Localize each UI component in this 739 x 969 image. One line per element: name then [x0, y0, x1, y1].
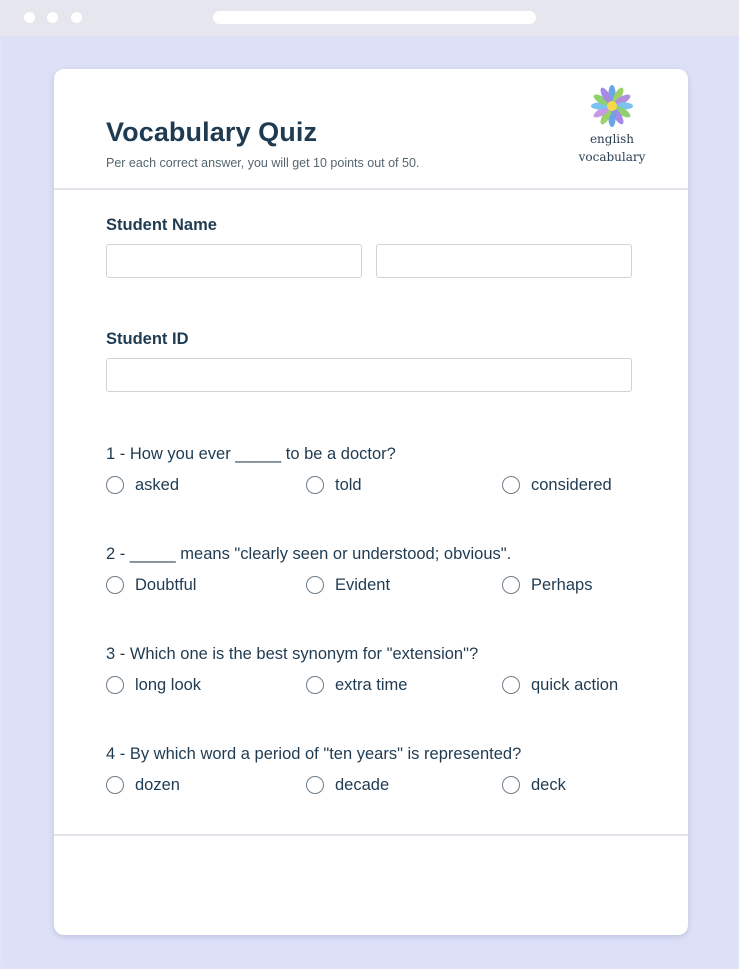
option-label: Evident — [335, 575, 391, 594]
form-footer — [54, 836, 688, 935]
option-label: Doubtful — [135, 575, 197, 594]
q1-option-1[interactable] — [106, 473, 179, 497]
option-label: considered — [531, 475, 612, 494]
student-last-name-input[interactable] — [376, 244, 632, 278]
quiz-form-card — [54, 69, 688, 935]
radio-unchecked-icon[interactable] — [306, 476, 324, 494]
radio-unchecked-icon[interactable] — [502, 676, 520, 694]
option-label: decade — [335, 775, 390, 794]
q4-option-3[interactable] — [502, 773, 566, 797]
address-bar[interactable] — [213, 11, 536, 24]
radio-unchecked-icon[interactable] — [502, 476, 520, 494]
q4-option-1[interactable] — [106, 773, 180, 797]
radio-unchecked-icon[interactable] — [306, 576, 324, 594]
radio-unchecked-icon[interactable] — [106, 476, 124, 494]
radio-unchecked-icon[interactable] — [502, 776, 520, 794]
q3-option-3[interactable] — [502, 673, 618, 697]
q3-option-1[interactable] — [106, 673, 201, 697]
window-close-dot[interactable] — [24, 12, 35, 23]
radio-unchecked-icon[interactable] — [106, 776, 124, 794]
option-label: quick action — [531, 675, 619, 694]
q2-option-3[interactable] — [502, 573, 592, 597]
option-label: long look — [135, 675, 202, 694]
logo-line-2: vocabulary — [578, 150, 646, 164]
question-1-text: 1 - How you ever _____ to be a doctor? — [106, 445, 396, 463]
question-2-text: 2 - _____ means "clearly seen or understood; obvious". — [106, 545, 512, 563]
question-4-text: 4 - By which word a period of "ten years" is represented? — [106, 745, 522, 763]
student-id-input[interactable] — [106, 358, 632, 392]
q3-option-2[interactable] — [306, 673, 407, 697]
form-subtitle: Per each correct answer, you will get 10 points out of 50. — [106, 156, 420, 170]
q1-option-2[interactable] — [306, 473, 362, 497]
radio-unchecked-icon[interactable] — [106, 676, 124, 694]
question-3-text: 3 - Which one is the best synonym for "extension"? — [106, 645, 479, 663]
logo-line-1: english — [589, 132, 635, 146]
student-id-label: Student ID — [106, 330, 189, 348]
student-name-label: Student Name — [106, 216, 217, 234]
window-maximize-dot[interactable] — [71, 12, 82, 23]
english-vocabulary-logo — [572, 83, 652, 173]
option-label: deck — [531, 775, 566, 794]
radio-unchecked-icon[interactable] — [502, 576, 520, 594]
radio-unchecked-icon[interactable] — [106, 576, 124, 594]
logo-wordmark — [572, 130, 652, 166]
option-label: dozen — [135, 775, 180, 794]
option-label: asked — [135, 475, 180, 494]
form-title: Vocabulary Quiz — [106, 117, 318, 147]
browser-titlebar — [0, 0, 739, 36]
q1-option-3[interactable] — [502, 473, 612, 497]
window-minimize-dot[interactable] — [47, 12, 58, 23]
q2-option-2[interactable] — [306, 573, 390, 597]
student-first-name-input[interactable] — [106, 244, 362, 278]
header-divider — [54, 188, 688, 190]
q2-option-1[interactable] — [106, 573, 196, 597]
radio-unchecked-icon[interactable] — [306, 676, 324, 694]
q4-option-2[interactable] — [306, 773, 389, 797]
option-label: extra time — [335, 675, 408, 694]
form-header — [54, 69, 688, 189]
option-label: told — [335, 475, 362, 494]
option-label: Perhaps — [531, 575, 593, 594]
radio-unchecked-icon[interactable] — [306, 776, 324, 794]
flower-icon — [589, 83, 635, 129]
